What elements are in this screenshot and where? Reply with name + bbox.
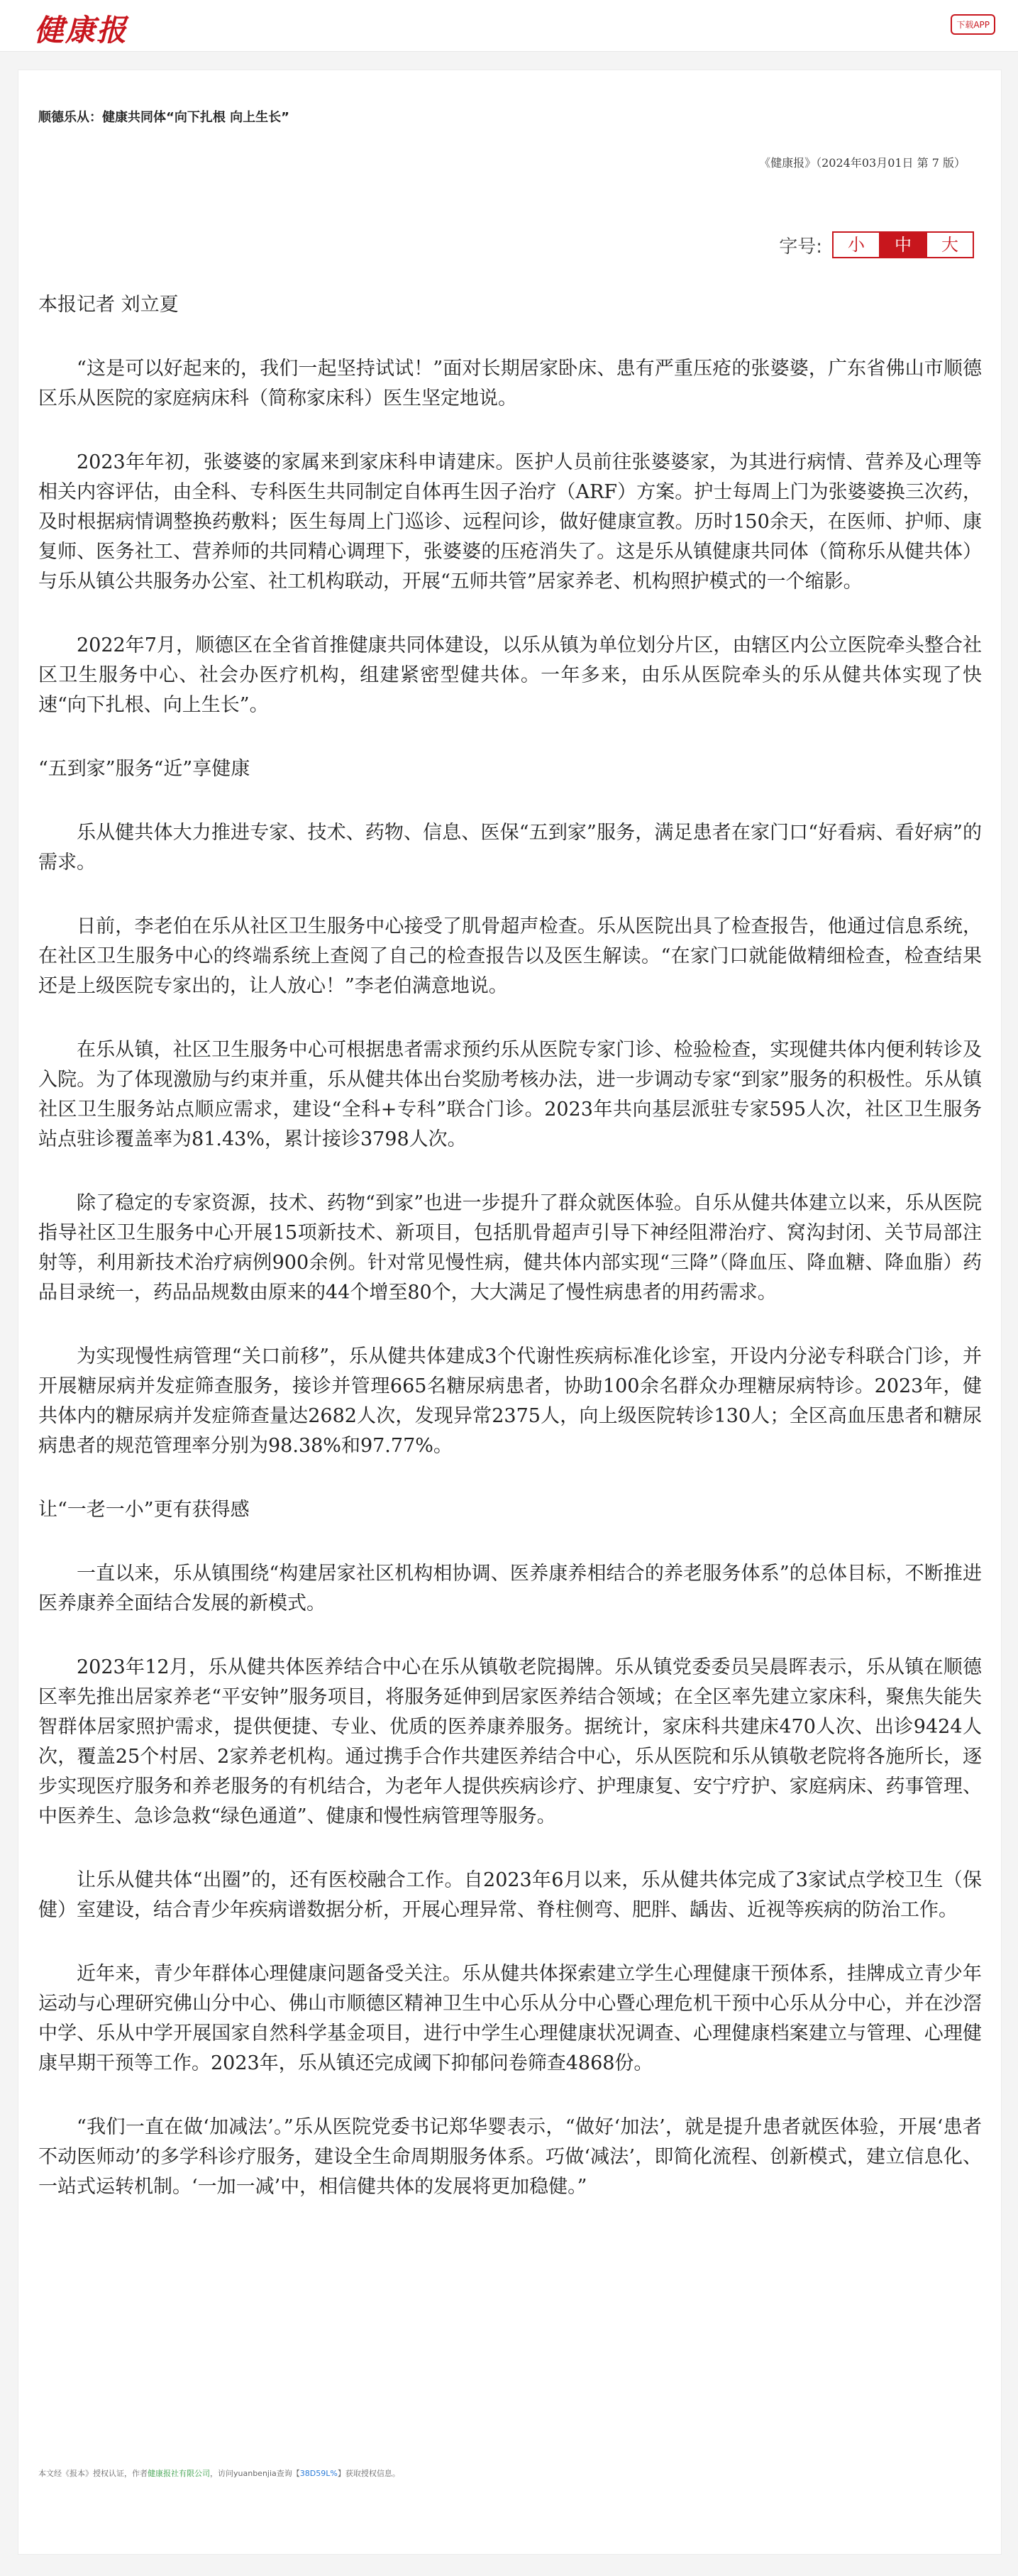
- paragraph: 2023年12月，乐从健共体医养结合中心在乐从镇敬老院揭牌。乐从镇党委委员吴晨晖表示，乐从镇在顺德区率先推出居家养老“平安钟”服务项目，将服务延伸到居家医养结合领域；在全区率先建立家床科，聚焦失能失智群体居家照护需求，提供便捷、专业、优质的医养康养服务。据统计，家床科共建床470人次、出诊9424人次，覆盖25个村居、2家养老机构。通过携手合作共建医养结合中心，乐从医院和乐从镇敬老院将各施所长，逐步实现医疗服务和养老服务的有机结合，为老年人提供疾病诊疗、护理康复、安宁疗护、家庭病床、药事管理、中医养生、急诊急救“绿色通道”、健康和慢性病管理等服务。: [38, 1656, 982, 1827]
- paragraph: 一直以来，乐从镇围绕“构建居家社区机构相协调、医养康养相结合的养老服务体系”的总体目标，不断推进医养康养全面结合发展的新模式。: [38, 1563, 982, 1614]
- copyright-company-link[interactable]: 健康报社有限公司: [148, 2469, 210, 2478]
- top-bar: [0, 0, 1018, 52]
- paragraph: 除了稳定的专家资源，技术、药物“到家”也进一步提升了群众就医体验。自乐从健共体建立以来，乐从医院指导社区卫生服务中心开展15项新技术、新项目，包括肌骨超声引导下神经阻滞治疗、窝沟封闭、关节局部注射等，利用新技术治疗病例900余例。针对常见慢性病，健共体内部实现“三降”（降血压、降血糖、降血脂）药品目录统一，药品品规数由原来的44个增至80个，大大满足了慢性病患者的用药需求。: [38, 1192, 982, 1304]
- download-app-button[interactable]: 下载APP: [951, 14, 995, 35]
- paragraph: 为实现慢性病管理“关口前移”，乐从健共体建成3个代谢性疾病标准化诊室，开设内分泌专科联合门诊，并开展糖尿病并发症筛查服务，接诊并管理665名糖尿病患者，协助100余名群众办理糖尿病特诊。2023年，健共体内的糖尿病并发症筛查量达2682人次，发现异常2375人，向上级医院转诊130人；全区高血压患者和糖尿病患者的规范管理率分别为98.38%和97.77%。: [38, 1345, 982, 1457]
- font-size-options: [832, 231, 974, 258]
- paragraph: 近年来，青少年群体心理健康问题备受关注。乐从健共体探索建立学生心理健康干预体系，挂牌成立青少年运动与心理研究佛山分中心、佛山市顺德区精神卫生中心乐从分中心暨心理危机干预中心乐从分中心，并在沙滘中学、乐从中学开展国家自然科学基金项目，进行中学生心理健康状况调查、心理健康档案建立与管理、心理健康早期干预等工作。2023年，乐从镇还完成阈下抑郁问卷筛查4868份。: [38, 1963, 982, 2074]
- byline: 本报记者 刘立夏: [38, 294, 179, 316]
- paragraph: “我们一直在做‘加减法’。”乐从医院党委书记郑华婴表示，“做好‘加法’，就是提升患者就医体验，开展‘患者不动医师动’的多学科诊疗服务，建设全生命周期服务体系。巧做‘减法’，即简化流程、创新模式，建立信息化、一站式运转机制。‘一加一减’中，相信健共体的发展将更加稳健。”: [38, 2116, 982, 2198]
- paragraph: 2023年年初，张婆婆的家属来到家床科申请建床。医护人员前往张婆婆家，为其进行病情、营养及心理等相关内容评估，由全科、专科医生共同制定自体再生因子治疗（ARF）方案。护士每周上门为张婆婆换三次药，及时根据病情调整换药敷料；医生每周上门巡诊、远程问诊，做好健康宣教。历时150余天，在医师、护师、康复师、医务社工、营养师的共同精心调理下，张婆婆的压疮消失了。这是乐从镇健康共同体（简称乐从健共体）与乐从镇公共服务办公室、社工机构联动，开展“五师共管”居家养老、机构照护模式的一个缩影。: [38, 451, 982, 593]
- article-title: 顺德乐从：健康共同体“向下扎根 向上生长”: [38, 110, 289, 125]
- article-body: [38, 290, 982, 2236]
- paragraph: 乐从健共体大力推进专家、技术、药物、信息、医保“五到家”服务，满足患者在家门口“好看病、看好病”的需求。: [38, 822, 982, 874]
- font-size-small-button[interactable]: 小: [834, 233, 879, 257]
- font-size-label: 字号:: [779, 236, 822, 258]
- paragraph: 2022年7月，顺德区在全省首推健康共同体建设，以乐从镇为单位划分片区，由辖区内公立医院牵头整合社区卫生服务中心、社会办医疗机构，组建紧密型健共体。一年多来，由乐从医院牵头的乐从健共体实现了快速“向下扎根、向上生长”。: [38, 634, 982, 716]
- paragraph: 让乐从健共体“出圈”的，还有医校融合工作。自2023年6月以来，乐从健共体完成了3家试点学校卫生（保健）室建设，结合青少年疾病谱数据分析，开展心理异常、脊柱侧弯、肥胖、龋齿、近视等疾病的防治工作。: [38, 1869, 982, 1921]
- paragraph: 日前，李老伯在乐从社区卫生服务中心接受了肌骨超声检查。乐从医院出具了检查报告，他通过信息系统，在社区卫生服务中心的终端系统上查阅了自己的检查报告以及医生解读。“在家门口就能做精细检查，检查结果还是上级医院专家出的，让人放心！”李老伯满意地说。: [38, 915, 982, 997]
- article-source: 《健康报》（2024年03月01日 第 7 版）: [759, 156, 966, 170]
- article-card: [18, 70, 1002, 2555]
- copyright-code-link[interactable]: 38D59L%: [299, 2469, 338, 2478]
- section-heading: “五到家”服务“近”享健康: [38, 758, 250, 780]
- copyright-prefix: 本文经《报本》授权认证，作者: [38, 2469, 148, 2478]
- paragraph: 在乐从镇，社区卫生服务中心可根据患者需求预约乐从医院专家门诊、检验检查，实现健共体内便利转诊及入院。为了体现激励与约束并重，乐从健共体出台奖励考核办法，进一步调动专家“到家”服务的积极性。乐从镇社区卫生服务站点顺应需求，建设“全科+专科”联合门诊。2023年共向基层派驻专家595人次，社区卫生服务站点驻诊覆盖率为81.43%，累计接诊3798人次。: [38, 1039, 982, 1150]
- copyright-note: [38, 2467, 400, 2479]
- copyright-middle: ，访问yuanbenjia查询【: [210, 2469, 300, 2478]
- paragraph: “这是可以好起来的，我们一起坚持试试！”面对长期居家卧床、患有严重压疮的张婆婆，广东省佛山市顺德区乐从医院的家庭病床科（简称家床科）医生坚定地说。: [38, 358, 982, 409]
- copyright-suffix: 】获取授权信息。: [337, 2469, 400, 2478]
- section-heading: 让“一老一小”更有获得感: [38, 1499, 250, 1521]
- site-logo[interactable]: 健康报: [34, 13, 128, 48]
- font-size-control: [779, 232, 974, 258]
- font-size-medium-button[interactable]: 中: [879, 233, 926, 257]
- font-size-large-button[interactable]: 大: [926, 233, 973, 257]
